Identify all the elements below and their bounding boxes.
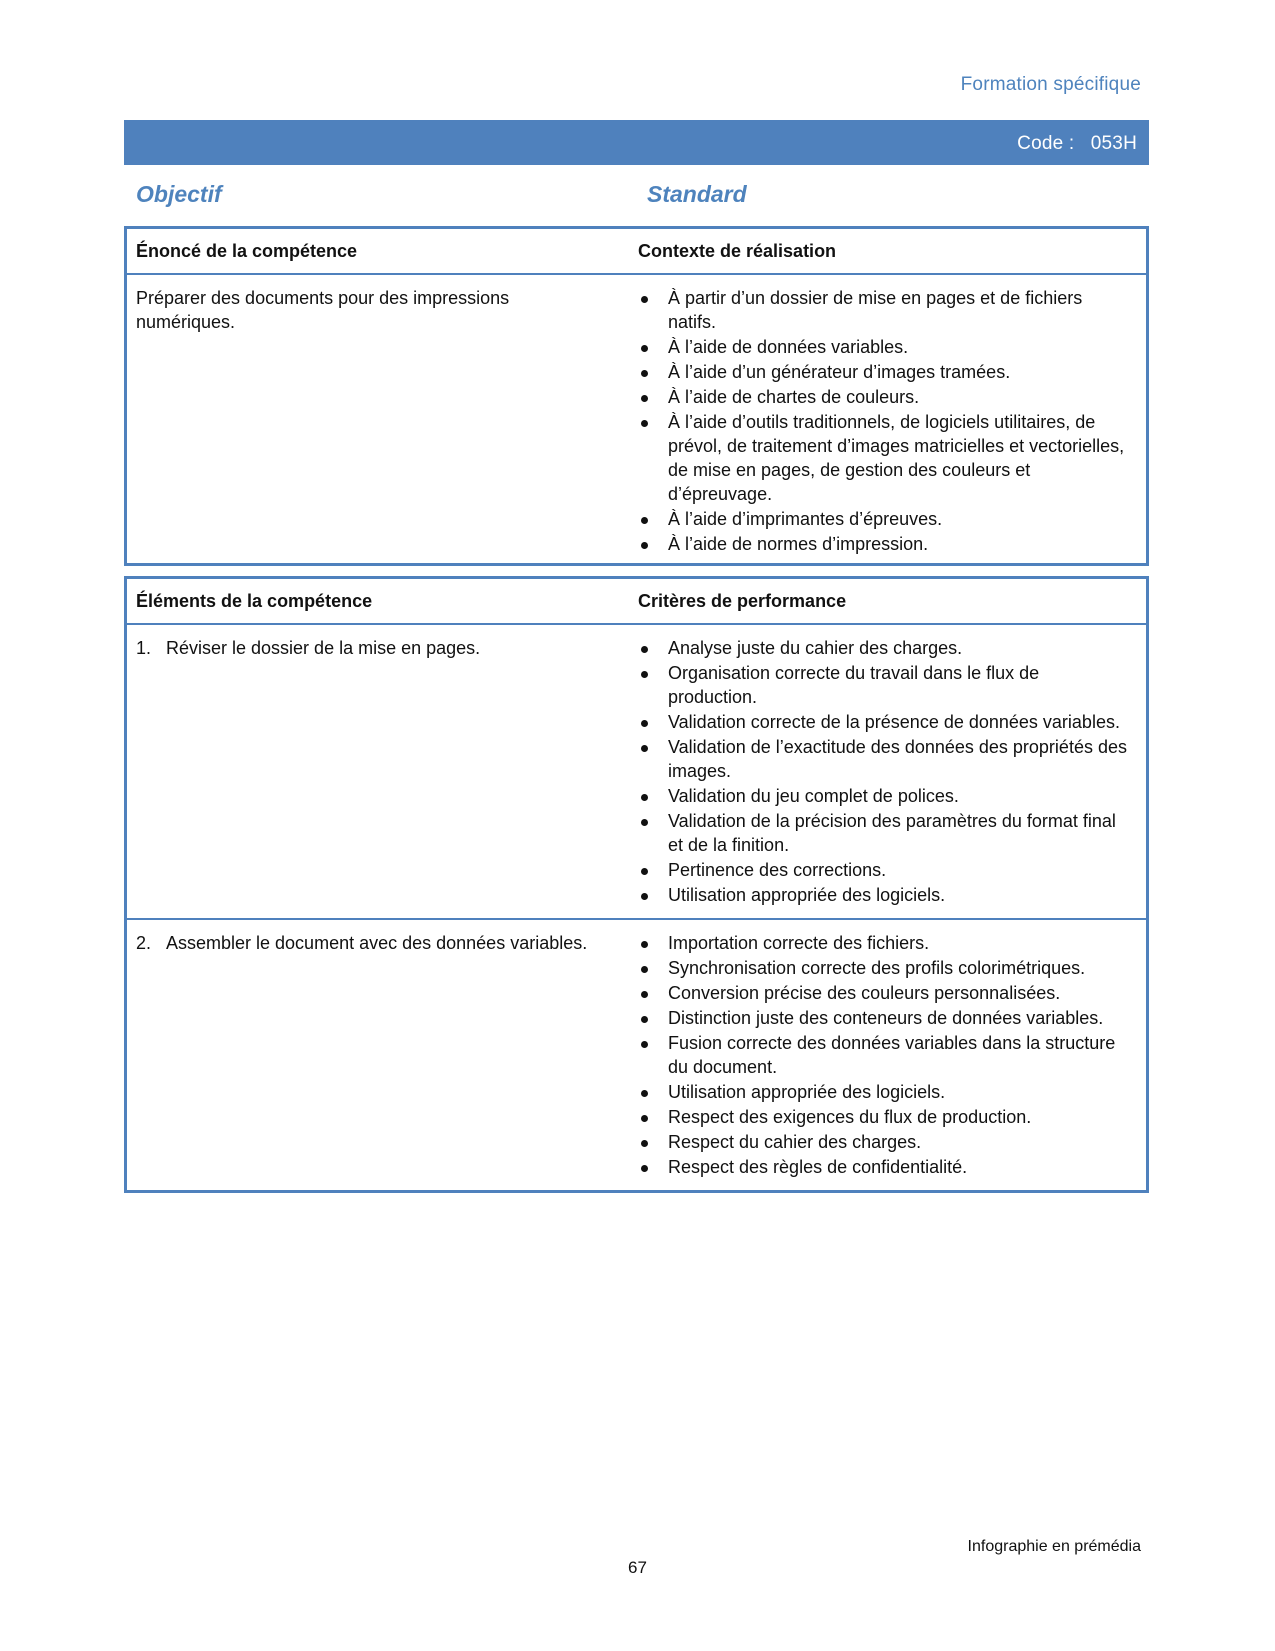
list-item: Conversion précise des couleurs personnalisées.	[638, 981, 1132, 1005]
competency-statement-table	[124, 226, 1149, 566]
context-header: Contexte de réalisation	[638, 240, 837, 261]
element-item	[136, 636, 638, 660]
competency-elements-table	[124, 576, 1149, 1193]
list-item: Validation du jeu complet de polices.	[638, 784, 1132, 808]
context-list	[638, 286, 1132, 556]
statement-header: Énoncé de la compétence	[136, 240, 358, 261]
bullet-icon	[641, 868, 648, 875]
list-item: À l’aide d’outils traditionnels, de logiciels utilitaires, de prévol, de traitement d’images matricielles et vectorielles, de mise en pages, de gestion des couleurs et d’épreuvage.	[638, 410, 1132, 506]
code-bar	[124, 120, 1149, 165]
objective-heading: Objectif	[136, 181, 222, 207]
table-header	[127, 579, 1146, 625]
criteria-cell	[638, 931, 1146, 1180]
element-text: Réviser le dossier de la mise en pages.	[166, 638, 481, 658]
bullet-icon	[641, 370, 648, 377]
bullet-icon	[641, 542, 648, 549]
bullet-icon	[641, 345, 648, 352]
list-item: À l’aide de normes d’impression.	[638, 532, 1132, 556]
element-text: Assembler le document avec des données variables.	[166, 933, 588, 953]
list-item: Synchronisation correcte des profils colorimétriques.	[638, 956, 1132, 980]
bullet-icon	[641, 1140, 648, 1147]
context-cell	[638, 286, 1146, 557]
table-header	[127, 229, 1146, 275]
bullet-icon	[641, 819, 648, 826]
criteria-list	[638, 931, 1132, 1179]
element-number: 2.	[136, 933, 152, 953]
list-item: Utilisation appropriée des logiciels.	[638, 1080, 1132, 1104]
section-headings	[134, 181, 1149, 211]
statement-cell	[127, 286, 638, 557]
list-item: Distinction juste des conteneurs de données variables.	[638, 1006, 1132, 1030]
list-item: Analyse juste du cahier des charges.	[638, 636, 1132, 660]
bullet-icon	[641, 1115, 648, 1122]
list-item: À l’aide d’imprimantes d’épreuves.	[638, 507, 1132, 531]
criteria-cell	[638, 636, 1146, 908]
element-cell	[127, 636, 638, 908]
bullet-icon	[641, 966, 648, 973]
bullet-icon	[641, 1041, 648, 1048]
bullet-icon	[641, 646, 648, 653]
list-item: À partir d’un dossier de mise en pages et de fichiers natifs.	[638, 286, 1132, 334]
bullet-icon	[641, 1016, 648, 1023]
bullet-icon	[641, 745, 648, 752]
page-header-label: Formation spécifique	[960, 74, 1141, 95]
bullet-icon	[641, 420, 648, 427]
bullet-icon	[641, 991, 648, 998]
bullet-icon	[641, 395, 648, 402]
list-item: Fusion correcte des données variables dans la structure du document.	[638, 1031, 1132, 1079]
element-number: 1.	[136, 638, 152, 658]
bullet-icon	[641, 720, 648, 727]
list-item: Importation correcte des fichiers.	[638, 931, 1132, 955]
list-item: Organisation correcte du travail dans le flux de production.	[638, 661, 1132, 709]
list-item: Validation correcte de la présence de données variables.	[638, 710, 1132, 734]
bullet-icon	[641, 893, 648, 900]
elements-header: Éléments de la compétence	[136, 590, 373, 611]
footer-label: Infographie en prémédia	[967, 1538, 1141, 1555]
list-item: Respect du cahier des charges.	[638, 1130, 1132, 1154]
table-row	[127, 275, 1146, 563]
bullet-icon	[641, 941, 648, 948]
bullet-icon	[641, 1090, 648, 1097]
bullet-icon	[641, 1165, 648, 1172]
list-item: À l’aide de chartes de couleurs.	[638, 385, 1132, 409]
bullet-icon	[641, 794, 648, 801]
table-row	[127, 920, 1146, 1190]
table-row	[127, 625, 1146, 920]
list-item: Utilisation appropriée des logiciels.	[638, 883, 1132, 907]
criteria-header: Critères de performance	[638, 590, 847, 611]
list-item: Respect des règles de confidentialité.	[638, 1155, 1132, 1179]
criteria-list	[638, 636, 1132, 907]
page-number: 67	[628, 1558, 647, 1577]
competency-code: Code : 053H	[1017, 133, 1137, 154]
element-item	[136, 931, 638, 955]
bullet-icon	[641, 671, 648, 678]
element-cell	[127, 931, 638, 1180]
bullet-icon	[641, 517, 648, 524]
competency-statement: Préparer des documents pour des impressions numériques.	[136, 288, 510, 332]
bullet-icon	[641, 296, 648, 303]
list-item: Pertinence des corrections.	[638, 858, 1132, 882]
list-item: Validation de la précision des paramètres du format final et de la finition.	[638, 809, 1132, 857]
list-item: Respect des exigences du flux de production.	[638, 1105, 1132, 1129]
list-item: À l’aide de données variables.	[638, 335, 1132, 359]
list-item: Validation de l’exactitude des données des propriétés des images.	[638, 735, 1132, 783]
list-item: À l’aide d’un générateur d’images tramées.	[638, 360, 1132, 384]
standard-heading: Standard	[647, 181, 747, 207]
